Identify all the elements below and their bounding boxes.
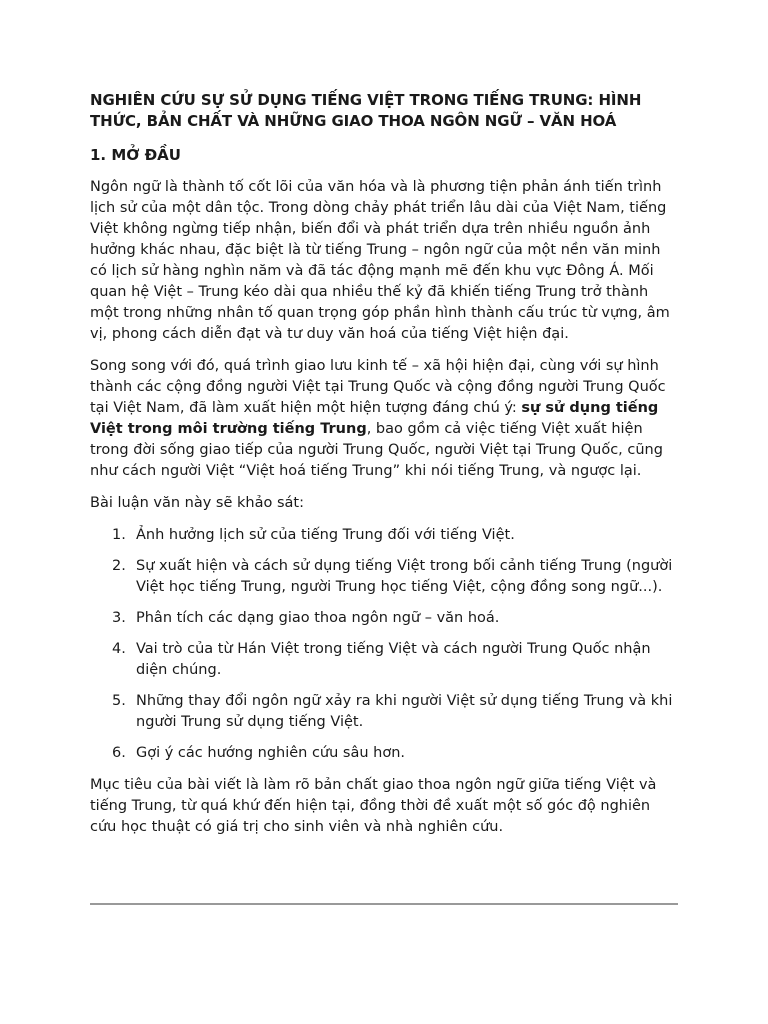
list-item bbox=[90, 556, 680, 598]
paragraph-conclusion: Mục tiêu của bài viết là làm rõ bản chất giao thoa ngôn ngữ giữa tiếng Việt và tiếng Trung, từ quá khứ đến hiện tại, đồng thời đề xuất một số góc độ nghiên cứu học thuật có giá trị cho sinh viên và nhà nghiên cứu. bbox=[90, 777, 657, 835]
paragraph-context-start: Song song với đó, quá trình giao lưu kinh tế – xã hội hiện đại, cùng với sự hình thành các cộng đồng người Việt tại Trung Quốc và cộng đồng người Trung Quốc tại Việt Nam, đã làm xuất hiện một hiện tượng đáng chú ý: bbox=[90, 358, 666, 416]
section-heading: 1. MỞ ĐẦU bbox=[90, 146, 181, 164]
horizontal-divider bbox=[90, 903, 678, 905]
list-item bbox=[90, 691, 680, 733]
list-item-number: 3. bbox=[112, 610, 126, 626]
paragraph-intro: Ngôn ngữ là thành tố cốt lõi của văn hóa và là phương tiện phản ánh tiến trình lịch sử của một dân tộc. Trong dòng chảy phát triển lâu dài của Việt Nam, tiếng Việt không ngừng tiếp nhận, biến đổi và phát triển dựa trên nhiều nguồn ảnh hưởng khác nhau, đặc biệt là từ tiếng Trung – ngôn ngữ của một nền văn minh có lịch sử hàng nghìn năm và đã tác động mạnh mẽ đến khu vực Đông Á. Mối quan hệ Việt – Trung kéo dài qua nhiều thế kỷ đã khiến tiếng Trung trở thành một trong những nhân tố quan trọng góp phần hình thành cấu trúc từ vựng, âm vị, phong cách diễn đạt và tư duy văn hoá của tiếng Việt hiện đại. bbox=[90, 179, 670, 342]
paragraph-context-emphasis: sự sử dụng tiếng Việt trong môi trường tiếng Trung bbox=[90, 400, 659, 437]
list-item-text: Gợi ý các hướng nghiên cứu sâu hơn. bbox=[136, 745, 406, 761]
list-item-number: 4. bbox=[112, 641, 126, 657]
paragraph-context bbox=[90, 356, 680, 482]
list-item-text: Vai trò của từ Hán Việt trong tiếng Việt và cách người Trung Quốc nhận diện chúng. bbox=[136, 641, 651, 678]
list-item-text: Phân tích các dạng giao thoa ngôn ngữ – văn hoá. bbox=[136, 610, 500, 626]
list-item-text: Sự xuất hiện và cách sử dụng tiếng Việt trong bối cảnh tiếng Trung (người Việt học tiếng Trung, người Trung học tiếng Việt, cộng đồng song ngữ...). bbox=[136, 558, 673, 595]
list-item-text: Ảnh hưởng lịch sử của tiếng Trung đối với tiếng Việt. bbox=[136, 527, 515, 543]
list-item-number: 1. bbox=[112, 527, 126, 543]
list-item-number: 5. bbox=[112, 693, 126, 709]
list-item bbox=[90, 743, 680, 764]
paragraph-context-end: , bao gồm cả việc tiếng Việt xuất hiện trong đời sống giao tiếp của người Trung Quốc, người Việt tại Trung Quốc, cũng như cách người Việt “Việt hoá tiếng Trung” khi nói tiếng Trung, và ngược lại. bbox=[90, 421, 663, 479]
list-item-number: 2. bbox=[112, 558, 126, 574]
list-item bbox=[90, 525, 680, 546]
document-title: NGHIÊN CỨU SỰ SỬ DỤNG TIẾNG VIỆT TRONG TIẾNG TRUNG: HÌNH THỨC, BẢN CHẤT VÀ NHỮNG GIAO THOA NGÔN NGỮ – VĂN HOÁ bbox=[90, 91, 642, 130]
survey-list bbox=[90, 525, 680, 764]
list-item bbox=[90, 639, 680, 681]
document-page bbox=[90, 90, 680, 849]
list-intro: Bài luận văn này sẽ khảo sát: bbox=[90, 495, 304, 511]
list-item-text: Những thay đổi ngôn ngữ xảy ra khi người Việt sử dụng tiếng Trung và khi người Trung sử dụng tiếng Việt. bbox=[136, 693, 673, 730]
list-item-number: 6. bbox=[112, 745, 126, 761]
list-item bbox=[90, 608, 680, 629]
